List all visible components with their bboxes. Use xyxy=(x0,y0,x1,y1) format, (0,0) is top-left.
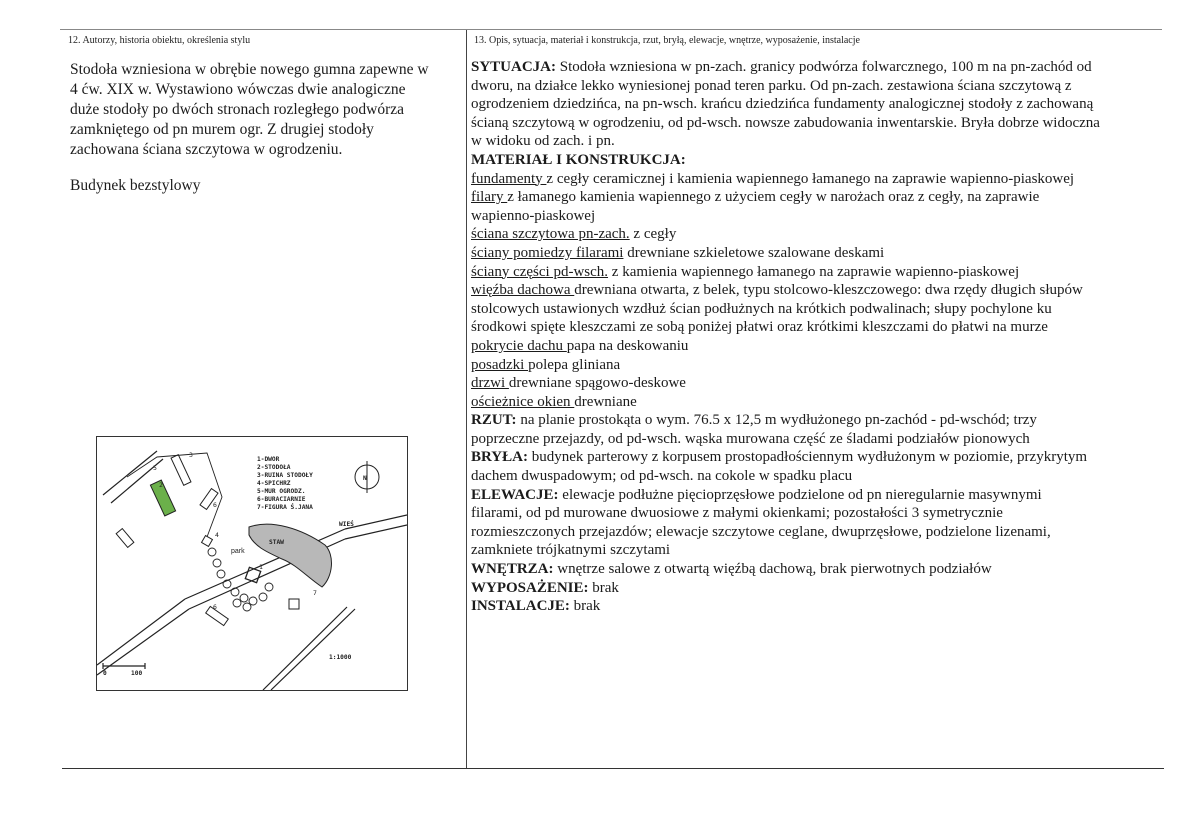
material-item xyxy=(471,374,1171,393)
rzut-text: poprzeczne przejazdy, od pd-wsch. wąska murowana część ze śladami podziałów pionowych xyxy=(471,430,1030,447)
north-label: N xyxy=(363,475,367,482)
material-item xyxy=(471,393,1171,412)
history-text xyxy=(70,60,462,160)
elewacje-text: zamkniete trójkatnymi szczytami xyxy=(471,542,671,559)
sytuacja-line xyxy=(471,58,1171,77)
scale-bar-end: 100 xyxy=(131,670,143,677)
top-rule xyxy=(60,29,1162,30)
style-description: Budynek bezstylowy xyxy=(70,177,201,194)
sytuacja-text: Stodoła wzniesiona w pn-zach. granicy podwórza folwarcznego, 100 m na pn-zachód od xyxy=(556,59,1092,75)
legend-entry: 2-STODOŁA xyxy=(257,464,291,471)
tree xyxy=(240,594,248,602)
material-text: polepa gliniana xyxy=(528,356,621,373)
history-line: zachowana ściana szczytowa w ogrodzeniu. xyxy=(70,141,343,158)
wyposazenie-label: WYPOSAŻENIE: xyxy=(471,579,589,596)
material-item xyxy=(471,337,1171,356)
scale-label: 1:1000 xyxy=(329,654,352,661)
tree xyxy=(233,599,241,607)
material-term: ściana szczytowa pn-zach. xyxy=(471,226,630,243)
beet-house xyxy=(116,529,134,548)
legend-entry: 7-FIGURA Ś.JANA xyxy=(257,504,313,511)
material-term: ościeżnice okien xyxy=(471,393,575,410)
rzut-text: na planie prostokąta o wym. 76.5 x 12,5 m wydłużonego pn-zachód - pd-wschód; trzy xyxy=(516,412,1037,429)
material-term: drzwi xyxy=(471,375,509,392)
legend-entry: 1-DWOR xyxy=(257,456,280,463)
granary-building xyxy=(202,536,213,547)
elewacje-text: elewacje podłużne pięcioprzęsłowe podzielone od pn nieregularnie masywnymi xyxy=(558,486,1042,503)
tree xyxy=(231,588,239,596)
material-text: z cegły xyxy=(629,226,677,243)
map-number-granary: 4 xyxy=(215,531,219,539)
tree xyxy=(217,570,225,578)
material-item xyxy=(471,225,1171,244)
material-text: wapienno-piaskowej xyxy=(471,207,596,224)
bryla-label: BRYŁA: xyxy=(471,449,528,466)
material-item xyxy=(471,244,1171,263)
rzut-label: RZUT: xyxy=(471,412,517,429)
material-text: drewniane xyxy=(574,393,637,410)
bryla-line xyxy=(471,448,1171,467)
wnetrza-label: WNĘTRZA: xyxy=(471,561,554,578)
elewacje-line xyxy=(471,486,1171,505)
village-label: WIEŚ xyxy=(339,521,354,528)
sytuacja-text: ścianą szczytową w ogrodzeniu, od pd-wsch. nowsze zabudowania inwentarskie. Bryła dobrze widoczna xyxy=(471,114,1100,131)
instalacje-line xyxy=(471,597,1171,616)
park-label: park xyxy=(231,548,245,555)
beet-house xyxy=(206,606,229,625)
material-term: fundamenty xyxy=(471,170,547,187)
map-number-wall: 5 xyxy=(153,464,157,472)
pond-shape xyxy=(249,524,331,587)
material-heading: MATERIAŁ I KONSTRUKCJA: xyxy=(471,151,686,168)
wnetrza-text: wnętrze salowe z otwartą więźbą dachową, brak pierwotnych podziałów xyxy=(553,561,992,578)
material-term: pokrycie dachu xyxy=(471,337,567,354)
map-number-barn: 2 xyxy=(159,481,163,489)
legend-entry: 6-BURACIARNIE xyxy=(257,496,306,503)
material-text: papa na deskowaniu xyxy=(566,337,689,354)
material-term: filary xyxy=(471,189,508,206)
tree xyxy=(249,597,257,605)
material-text: drewniane szkieletowe szalowane deskami xyxy=(623,244,885,261)
wnetrza-line xyxy=(471,560,1171,579)
map-number-beet-house: 6 xyxy=(213,501,217,509)
tree xyxy=(208,548,216,556)
tree xyxy=(213,559,221,567)
tree xyxy=(243,603,251,611)
sytuacja-label: SYTUACJA: xyxy=(471,59,557,75)
road-line xyxy=(103,451,157,495)
sytuacja-text: ogrodzeniem dziedzińca, na pn-wsch. krańcu dziedzińca fundamenty analogicznej stodoły z zachowaną xyxy=(471,96,1094,113)
elewacje-text: filarami, od pd murowane dwuosiowe z małymi okienkami; pozostałości 3 symetrycznie xyxy=(471,505,1003,522)
material-term: ściany pomiedzy filarami xyxy=(471,244,624,261)
material-text: środkowi spięte kleszczami ze sobą poniżej płatwi oraz krótkimi kleszczami do płatwi na murze xyxy=(471,319,1048,336)
map-number-ruin: 3 xyxy=(189,451,193,459)
bottom-rule xyxy=(62,768,1164,769)
tree xyxy=(259,593,267,601)
bryla-text: budynek parterowy z korpusem prostopadłościennym wydłużonym w poziomie, przykrytym xyxy=(527,449,1088,466)
map-number-beet-house: 6 xyxy=(213,603,217,611)
scale-bar xyxy=(103,663,145,669)
material-item xyxy=(471,281,1171,300)
rzut-line xyxy=(471,411,1171,430)
sytuacja-text: dworu, na działce lekko wyniesionej ponad teren parku. Od pn-zach. zestawiona ściana szczytową z xyxy=(471,77,1072,94)
wyposazenie-text: brak xyxy=(588,579,619,596)
history-line: duże stodoły po dwóch stronach rozległego podwórza xyxy=(70,101,405,118)
north-arrow-icon xyxy=(355,461,379,493)
material-term: posadzki xyxy=(471,356,529,373)
legend-entry: 5-MUR OGRODZ. xyxy=(257,488,306,495)
road-line xyxy=(97,609,189,675)
elewacje-text: rozmieszczonych przejazdów; elewacje szczytowe ceglane, dwuprzęsłowe, podzielone lizenami, xyxy=(471,523,1051,540)
instalacje-label: INSTALACJE: xyxy=(471,598,570,615)
road-line xyxy=(271,609,355,690)
park-trees xyxy=(208,548,273,611)
map-number-shrine: 7 xyxy=(313,589,317,597)
material-text: z kamienia wapiennego łamanego na zaprawie wapienno-piaskowej xyxy=(608,263,1020,280)
barn-building xyxy=(150,480,175,516)
site-map-drawing xyxy=(97,437,407,690)
road-line xyxy=(263,607,347,690)
pond-label: STAW xyxy=(269,539,284,546)
sytuacja-text: w widoku od zach. i pn. xyxy=(471,133,615,150)
material-term: więźba dachowa xyxy=(471,282,575,299)
material-text: z cegły ceramicznej i kamienia wapiennego łamanego na zaprawie wapienno-piaskowej xyxy=(546,170,1075,187)
material-text: stolcowych ustawionych wzdłuż ścian podłużnych na krótkich podwalinach; słupy pochylone ku xyxy=(471,300,1052,317)
elewacje-label: ELEWACJE: xyxy=(471,486,559,503)
history-line: Stodoła wzniesiona w obrębie nowego gumna zapewne w xyxy=(70,61,429,78)
wyposazenie-line xyxy=(471,579,1171,598)
right-column-header: 13. Opis, sytuacja, materiał i konstrukcja, rzut, bryłą, elewacje, wnętrze, wyposażenie, instalacje xyxy=(474,35,860,46)
history-line: zamkniętego od pn murem ogr. Z drugiej stodoły xyxy=(70,121,374,138)
shrine-building xyxy=(289,599,299,609)
instalacje-text: brak xyxy=(569,598,601,615)
map-number-manor: 1 xyxy=(259,563,263,571)
legend-entry: 4-SPICHRZ xyxy=(257,480,291,487)
material-term: ściany części pd-wsch. xyxy=(471,263,609,280)
scale-bar-start: 0 xyxy=(103,670,107,677)
site-map xyxy=(96,436,408,691)
material-text: drewniana otwarta, z belek, typu stolcowo-kleszczowego: dwa rzędy długich słupów xyxy=(574,282,1083,299)
material-item xyxy=(471,356,1171,375)
material-item xyxy=(471,188,1171,207)
material-text: drewniane spągowo-deskowe xyxy=(508,375,686,392)
tree xyxy=(265,583,273,591)
left-column-header: 12. Autorzy, historia obiektu, określenia stylu xyxy=(68,35,251,46)
history-line: 4 ćw. XIX w. Wystawiono wówczas dwie analogiczne xyxy=(70,81,406,98)
material-item xyxy=(471,170,1171,189)
barn-ruin xyxy=(171,455,191,486)
description-text xyxy=(471,58,1171,616)
road-line xyxy=(97,599,185,665)
material-text: z łamanego kamienia wapiennego z użyciem cegły w narożach oraz z cegły, na zaprawie xyxy=(507,189,1040,206)
bryla-text: dachem dwuspadowym; od pd-wsch. na cokole w spadku placu xyxy=(471,468,853,485)
legend-entry: 3-RUINA STODOŁY xyxy=(257,472,313,479)
column-divider xyxy=(466,30,467,769)
material-item xyxy=(471,263,1171,282)
